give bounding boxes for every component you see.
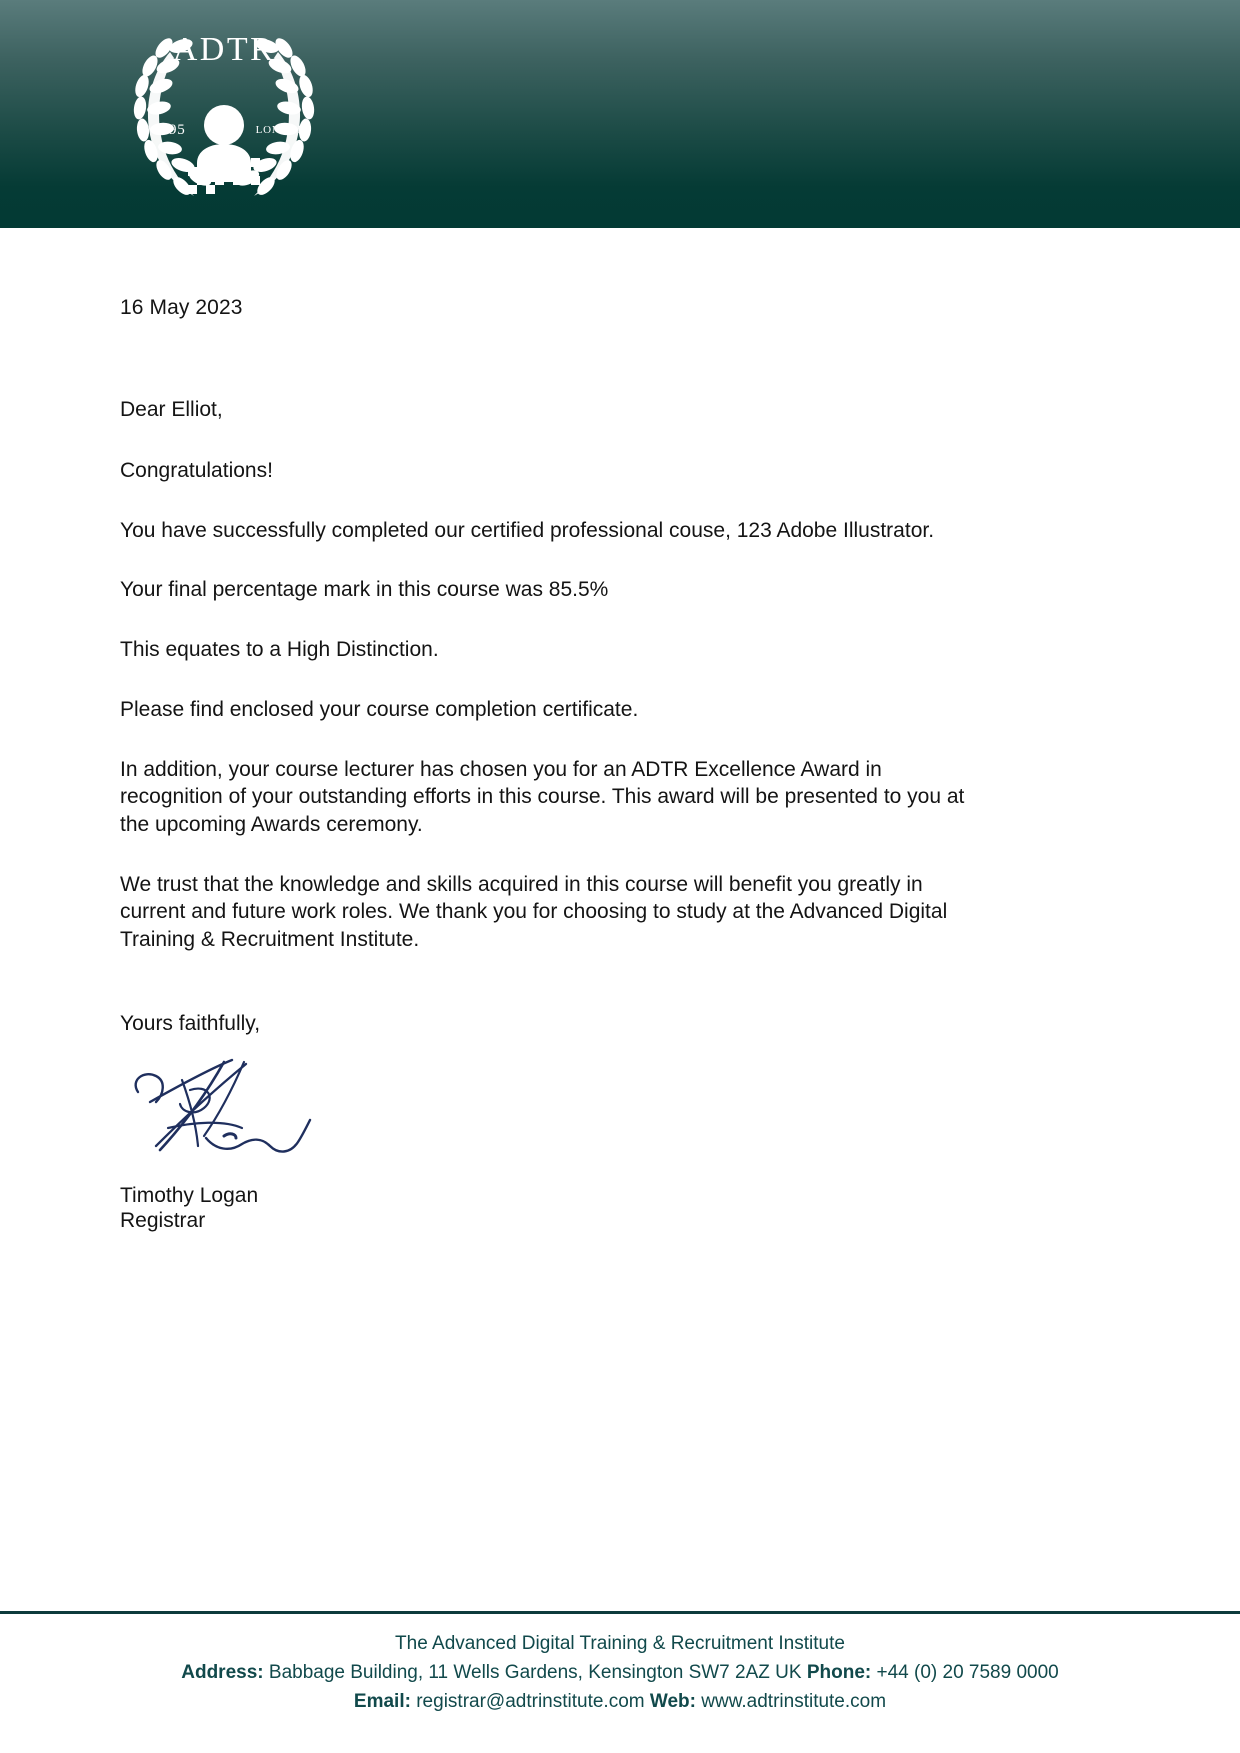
- paragraph-enclosed-certificate: Please find enclosed your course completion certificate.: [120, 697, 639, 721]
- adtr-laurel-wreath-logo: [118, 22, 330, 204]
- footer: [0, 1630, 1240, 1717]
- letter-salutation: Dear Elliot,: [120, 398, 223, 421]
- paragraph-congratulations: Congratulations!: [120, 459, 273, 482]
- footer-phone-value: +44 (0) 20 7589 0000: [876, 1662, 1059, 1684]
- logo-city-text: LONDON: [255, 124, 307, 136]
- paragraph-final-mark: Your final percentage mark in this course was 85.5%: [120, 578, 609, 602]
- logo-acronym-text: ADTR: [172, 31, 276, 68]
- footer-email-web-line: [0, 1688, 1240, 1717]
- paragraph-grade-equivalence: This equates to a High Distinction.: [120, 638, 439, 662]
- letter-closing: Yours faithfully,: [120, 1011, 261, 1035]
- letter-date: 16 May 2023: [120, 296, 243, 319]
- footer-phone-label: Phone:: [806, 1662, 872, 1684]
- paragraph-excellence-award: In addition, your course lecturer has chosen you for an ADTR Excellence Award in recognition of your outstanding efforts in this course. This award will be presented to you at the upcoming Awards ceremony.: [120, 757, 965, 837]
- footer-address-value: Babbage Building, 11 Wells Gardens, Kensington SW7 2AZ UK: [268, 1662, 802, 1684]
- footer-address-phone-line: [0, 1659, 1240, 1688]
- footer-email-value[interactable]: registrar@adtrinstitute.com: [416, 1691, 645, 1713]
- footer-divider: [0, 1611, 1240, 1614]
- footer-email-label: Email:: [353, 1691, 411, 1713]
- footer-web-value[interactable]: www.adtrinstitute.com: [701, 1691, 887, 1713]
- logo-year-text: 1995: [152, 122, 186, 138]
- paragraph-course-completed: You have successfully completed our certified professional couse, 123 Adobe Illustrator.: [120, 518, 935, 542]
- signer-name: Timothy Logan: [120, 1183, 259, 1207]
- footer-web-label: Web:: [649, 1691, 696, 1713]
- header-band: [0, 0, 1240, 228]
- signer-role: Registrar: [120, 1208, 206, 1232]
- handwritten-signature: [120, 1050, 420, 1168]
- footer-org-name: The Advanced Digital Training & Recruitment Institute: [395, 1633, 845, 1655]
- paragraph-closing-remarks: We trust that the knowledge and skills acquired in this course will benefit you greatly in current and future work roles. We thank you for choosing to study at the Advanced Digital Training & Recruitment Institute.: [120, 872, 948, 952]
- footer-address-label: Address:: [181, 1662, 264, 1684]
- letter-body: [0, 228, 1240, 1233]
